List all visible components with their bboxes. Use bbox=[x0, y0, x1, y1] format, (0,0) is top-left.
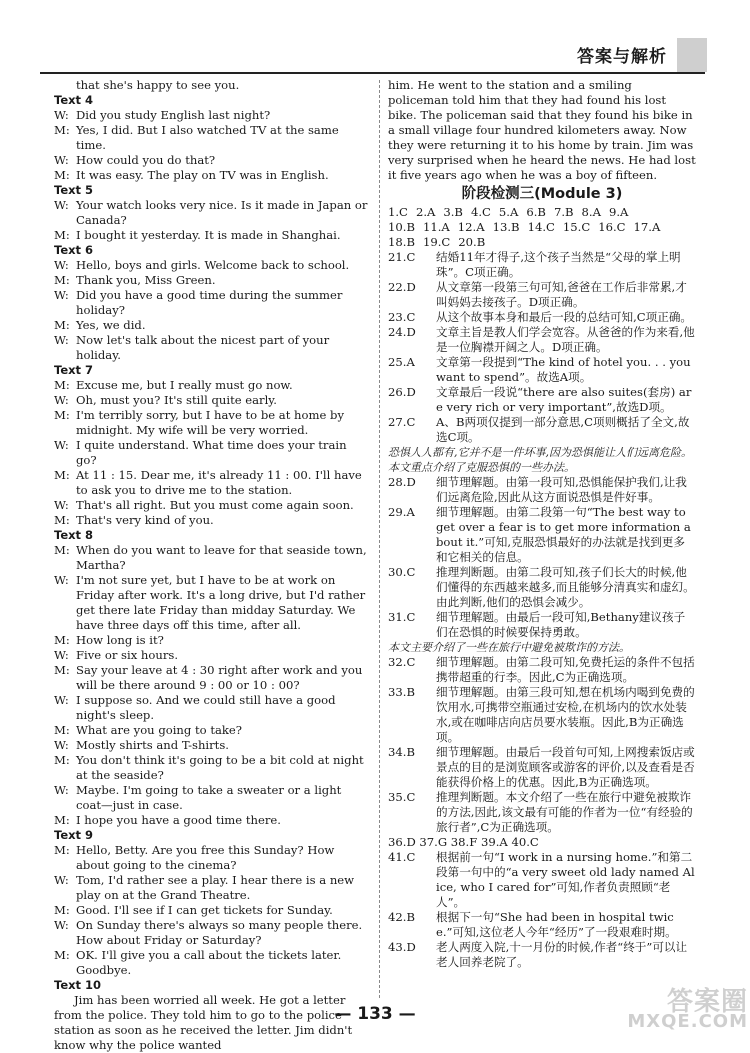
column-divider bbox=[379, 80, 381, 998]
explanation-text: 结婚11年才得子,这个孩子当然是“父母的掌上明珠”。C项正确。 bbox=[436, 250, 681, 279]
page-header bbox=[40, 38, 705, 74]
speaker: W: bbox=[54, 288, 69, 302]
passage-text: Jim has been worried all week. He got a letter from the police. They told him to go to the police station as soon as he received the letter. Jim didn't know why the police wanted bbox=[54, 993, 353, 1052]
speaker: W: bbox=[54, 198, 69, 212]
speaker: M: bbox=[54, 123, 70, 137]
speaker: M: bbox=[54, 408, 70, 422]
dialogue-line bbox=[54, 123, 370, 153]
dialogue-line bbox=[54, 468, 370, 498]
question-answer: 25.A bbox=[388, 355, 415, 369]
watermark-logo bbox=[608, 987, 748, 1032]
answer-item: 1.C bbox=[388, 205, 408, 219]
dialogue-line bbox=[54, 438, 370, 468]
text-heading: Text 5 bbox=[54, 183, 94, 197]
dialogue-line bbox=[54, 318, 370, 333]
speaker: M: bbox=[54, 318, 70, 332]
answer-row bbox=[388, 205, 696, 220]
dialogue-line bbox=[54, 663, 370, 693]
utterance: Yes, we did. bbox=[76, 318, 146, 332]
explanation-item bbox=[388, 415, 696, 445]
dialogue-line bbox=[54, 918, 370, 948]
question-answer: 24.D bbox=[388, 325, 416, 339]
page-number: — 133 — bbox=[334, 1004, 416, 1024]
speaker: M: bbox=[54, 663, 70, 677]
speaker: W: bbox=[54, 153, 69, 167]
utterance: On Sunday there's always so many people there. How about Friday or Saturday? bbox=[76, 918, 363, 947]
utterance: Oh, must you? It's still quite early. bbox=[76, 393, 277, 407]
answer-item: 7.B bbox=[553, 205, 574, 219]
speaker: W: bbox=[54, 738, 69, 752]
dialogue-line bbox=[54, 648, 370, 663]
question-answer: 30.C bbox=[388, 565, 416, 579]
dialogue-line bbox=[54, 723, 370, 738]
question-answer: 22.D bbox=[388, 280, 416, 294]
speaker: W: bbox=[54, 573, 69, 587]
utterance: Yes, I did. But I also watched TV at the same time. bbox=[76, 123, 339, 152]
explanation-text: 从文章第一段第三句可知,爸爸在工作后非常累,才叫妈妈去接孩子。D项正确。 bbox=[436, 280, 687, 309]
explanation-item bbox=[388, 310, 696, 325]
dialogue-line bbox=[54, 693, 370, 723]
dialogue-line bbox=[54, 408, 370, 438]
passage-summary: 恐惧人人都有,它并不是一件坏事,因为恐惧能让人们远离危险。本文重点介绍了克服恐惧的一些办法。 bbox=[388, 446, 692, 474]
speaker: M: bbox=[54, 228, 70, 242]
explanation-item bbox=[388, 505, 696, 565]
right-column bbox=[388, 78, 696, 970]
speaker: W: bbox=[54, 108, 69, 122]
utterance: Five or six hours. bbox=[76, 648, 179, 662]
answer-item: 5.A bbox=[498, 205, 519, 219]
text-heading: Text 10 bbox=[54, 978, 102, 992]
explanation-item bbox=[388, 685, 696, 745]
speaker: W: bbox=[54, 783, 69, 797]
question-answer: 28.D bbox=[388, 475, 416, 489]
explanation-item bbox=[388, 910, 696, 940]
dialogue-line bbox=[54, 108, 370, 123]
speaker: W: bbox=[54, 258, 69, 272]
utterance: When do you want to leave for that seaside town, Martha? bbox=[76, 543, 367, 572]
speaker: W: bbox=[54, 873, 69, 887]
speaker: W: bbox=[54, 648, 69, 662]
explanation-text: 文章最后一段说“there are also suites(套房) are very rich or very important”,故选D项。 bbox=[436, 385, 692, 414]
dialogue-line bbox=[54, 198, 370, 228]
answer-item: 19.C bbox=[422, 235, 451, 249]
question-answer: 29.A bbox=[388, 505, 415, 519]
utterance: I'm not sure yet, but I have to be at work on Friday after work. It's a long drive, but I'd rather get there late Friday than midday Saturday. We have three days off this time, after all. bbox=[76, 573, 366, 632]
dialogue-line bbox=[54, 813, 370, 828]
explanation-item bbox=[388, 250, 696, 280]
explanation-text: 文章第一段提到“The kind of hotel you. . . you want to spend”。故选A项。 bbox=[436, 355, 691, 384]
answer-item: 16.C bbox=[598, 220, 626, 234]
watermark-line1: 答案圈 bbox=[666, 987, 748, 1017]
answer-item: 6.B bbox=[526, 205, 546, 219]
utterance: I hope you have a good time there. bbox=[76, 813, 281, 827]
speaker: M: bbox=[54, 468, 70, 482]
dialogue-line bbox=[54, 783, 370, 813]
utterance: I quite understand. What time does your train go? bbox=[76, 438, 347, 467]
utterance: Tom, I'd rather see a play. I hear there is a new play on at the Grand Theatre. bbox=[76, 873, 355, 902]
dialogue-line bbox=[54, 168, 370, 183]
speaker: M: bbox=[54, 948, 70, 962]
utterance: Did you have a good time during the summer holiday? bbox=[76, 288, 343, 317]
dialogue-line bbox=[54, 333, 370, 363]
dialogue-line bbox=[54, 633, 370, 648]
answer-item: 9.A bbox=[608, 205, 629, 219]
answer-item: 17.A bbox=[633, 220, 661, 234]
header-tab bbox=[677, 38, 707, 72]
dialogue-line bbox=[54, 903, 370, 918]
explanation-text: 细节理解题。由第二段第一句“The best way to get over a fear is to get more information about it.”可知,克服恐惧最好的办法就是找到更多和它相关的信息。 bbox=[436, 505, 691, 564]
utterance: I bought it yesterday. It is made in Shanghai. bbox=[76, 228, 341, 242]
explanation-item bbox=[388, 325, 696, 355]
dialogue-line bbox=[54, 843, 370, 873]
explanation-text: 从这个故事本身和最后一段的总结可知,C项正确。 bbox=[436, 310, 693, 324]
explanation-item bbox=[388, 565, 696, 610]
answer-item: 2.A bbox=[415, 205, 436, 219]
question-answer: 42.B bbox=[388, 910, 415, 924]
header-title: 答案与解析 bbox=[577, 47, 667, 67]
speaker: M: bbox=[54, 723, 70, 737]
answer-item: 8.A bbox=[581, 205, 601, 219]
explanation-text: 文章主旨是教人们学会宽容。从爸爸的作为来看,他是一位胸襟开阔之人。D项正确。 bbox=[436, 325, 695, 354]
explanation-text: 根据前一句“I work in a nursing home.”和第二段第一句中的“a very sweet old lady named Alice, who I cared for”可知,作者负责照顾“老人”。 bbox=[436, 850, 695, 909]
dialogue-line bbox=[54, 543, 370, 573]
speaker: M: bbox=[54, 168, 70, 182]
speaker: W: bbox=[54, 393, 69, 407]
left-column bbox=[54, 78, 370, 1053]
dialogue-line bbox=[54, 273, 370, 288]
question-answer: 21.C bbox=[388, 250, 416, 264]
speaker: M: bbox=[54, 513, 70, 527]
question-answer: 43.D bbox=[388, 940, 416, 954]
explanation-text: 推理判断题。本文介绍了一些在旅行中避免被欺诈的方法,因此,该文最有可能的作者为一位“有经验的旅行者”,C为正确选项。 bbox=[436, 790, 693, 834]
speaker: M: bbox=[54, 843, 70, 857]
question-answer: 31.C bbox=[388, 610, 416, 624]
utterance: Thank you, Miss Green. bbox=[76, 273, 216, 287]
utterance: How could you do that? bbox=[76, 153, 216, 167]
answer-item: 13.B bbox=[492, 220, 520, 234]
utterance: That's all right. But you must come again soon. bbox=[76, 498, 354, 512]
utterance: I suppose so. And we could still have a good night's sleep. bbox=[76, 693, 336, 722]
dialogue-line bbox=[54, 153, 370, 168]
answer-item: 18.B bbox=[388, 235, 415, 249]
answer-item: 14.C bbox=[527, 220, 555, 234]
dialogue-continuation: that she's happy to see you. bbox=[76, 78, 240, 92]
answer-item: 12.A bbox=[457, 220, 485, 234]
utterance: How long is it? bbox=[76, 633, 164, 647]
explanation-text: 细节理解题。由最后一段可知,Bethany建议孩子们在恐惧的时候要保持勇敢。 bbox=[436, 610, 686, 639]
answer-item: 20.B bbox=[458, 235, 486, 249]
explanation-item bbox=[388, 610, 696, 640]
utterance: Hello, boys and girls. Welcome back to school. bbox=[76, 258, 350, 272]
answer-row bbox=[388, 235, 696, 250]
utterance: Hello, Betty. Are you free this Sunday? How about going to the cinema? bbox=[76, 843, 335, 872]
speaker: W: bbox=[54, 438, 69, 452]
explanation-text: 根据下一句“She had been in hospital twice.”可知,这位老人今年“经历”了一段艰难时期。 bbox=[436, 910, 677, 939]
explanation-text: 细节理解题。由第三段可知,想在机场内喝到免费的饮用水,可携带空瓶通过安检,在机场内的饮水处装水,或在咖啡店向店员要水装瓶。因此,B为正确选项。 bbox=[436, 685, 695, 744]
dialogue-line bbox=[54, 498, 370, 513]
dialogue-line bbox=[54, 753, 370, 783]
dialogue-line bbox=[54, 573, 370, 633]
question-answer: 35.C bbox=[388, 790, 416, 804]
answer-item: 10.B bbox=[388, 220, 415, 234]
dialogue-line bbox=[54, 738, 370, 753]
utterance: Say your leave at 4 : 30 right after work and you will be there around 9 : 00 or 10 : 00? bbox=[76, 663, 363, 692]
speaker: M: bbox=[54, 753, 70, 767]
question-answer: 23.C bbox=[388, 310, 416, 324]
dialogue-line bbox=[54, 228, 370, 243]
utterance: Now let's talk about the nicest part of your holiday. bbox=[76, 333, 330, 362]
explanations bbox=[388, 250, 696, 970]
explanation-item bbox=[388, 940, 696, 970]
question-answer: 33.B bbox=[388, 685, 415, 699]
utterance: OK. I'll give you a call about the tickets later. Goodbye. bbox=[76, 948, 342, 977]
speaker: M: bbox=[54, 273, 70, 287]
question-answer: 34.B bbox=[388, 745, 415, 759]
speaker: W: bbox=[54, 918, 69, 932]
answer-item: 4.C bbox=[470, 205, 491, 219]
watermark-line2: MXQE.COM bbox=[627, 1011, 748, 1032]
speaker: M: bbox=[54, 378, 70, 392]
explanation-text: 推理判断题。由第二段可知,孩子们长大的时候,他们懂得的东西越来越多,而且能够分清真实和虚幻。由此判断,他们的恐惧会减少。 bbox=[436, 565, 695, 609]
answer-key bbox=[388, 205, 696, 250]
explanation-item bbox=[388, 280, 696, 310]
question-answer: 27.C bbox=[388, 415, 416, 429]
speaker: M: bbox=[54, 633, 70, 647]
utterance: You don't think it's going to be a bit cold at night at the seaside? bbox=[76, 753, 364, 782]
question-answer: 26.D bbox=[388, 385, 416, 399]
text-heading: Text 6 bbox=[54, 243, 94, 257]
speaker: W: bbox=[54, 333, 69, 347]
utterance: Maybe. I'm going to take a sweater or a light coat—just in case. bbox=[76, 783, 342, 812]
explanation-item bbox=[388, 850, 696, 910]
dialogue-line bbox=[54, 288, 370, 318]
explanation-item bbox=[388, 655, 696, 685]
text10-continuation: him. He went to the station and a smiling policeman told him that they had found his lost bike. The policeman said that they found his bike in a small village four hundred kilometers away. Now they were returning it to his home by train. Jim was very surprised when he heard the news. He had lost it five years ago when he was a boy of fifteen. bbox=[388, 78, 696, 182]
section-title: 阶段检测三(Module 3) bbox=[461, 186, 623, 202]
explanation-text: 老人两度入院,十一月份的时候,作者“终于”可以让老人回养老院了。 bbox=[436, 940, 688, 969]
utterance: I'm terribly sorry, but I have to be at home by midnight. My wife will be very worried. bbox=[76, 408, 344, 437]
speaker: M: bbox=[54, 903, 70, 917]
dialogue-line bbox=[54, 258, 370, 273]
dialogue-line bbox=[54, 378, 370, 393]
text-heading: Text 9 bbox=[54, 828, 94, 842]
explanation-item bbox=[388, 355, 696, 385]
dialogue-line bbox=[54, 393, 370, 408]
explanation-item bbox=[388, 790, 696, 835]
explanation-text: 细节理解题。由最后一段首句可知,上网搜索饭店或景点的目的是浏览顾客或游客的评价,以及查看是否能获得价格上的优惠。因此,B为正确选项。 bbox=[436, 745, 695, 789]
explanation-item bbox=[388, 745, 696, 790]
question-answer: 41.C bbox=[388, 850, 416, 864]
utterance: Good. I'll see if I can get tickets for Sunday. bbox=[76, 903, 333, 917]
explanation-item bbox=[388, 475, 696, 505]
speaker: W: bbox=[54, 693, 69, 707]
answer-row bbox=[388, 220, 696, 235]
text-heading: Text 4 bbox=[54, 93, 94, 107]
text-heading: Text 8 bbox=[54, 528, 94, 542]
explanation-text: 细节理解题。由第二段可知,免费托运的条件不包括携带超重的行李。因此,C为正确选项。 bbox=[436, 655, 695, 684]
dialogue-line bbox=[54, 513, 370, 528]
utterance: That's very kind of you. bbox=[76, 513, 214, 527]
answer-item: 3.B bbox=[443, 205, 463, 219]
explanation-text: A、B两项仅提到一部分意思,C项则概括了全文,故选C项。 bbox=[436, 415, 690, 444]
answer-row: 36.D 37.G 38.F 39.A 40.C bbox=[388, 835, 539, 849]
utterance: It was easy. The play on TV was in English. bbox=[76, 168, 329, 182]
utterance: At 11 : 15. Dear me, it's already 11 : 00. I'll have to ask you to drive me to the station. bbox=[76, 468, 362, 497]
dialogue-line bbox=[54, 948, 370, 978]
utterance: Your watch looks very nice. Is it made in Japan or Canada? bbox=[76, 198, 368, 227]
utterance: Did you study English last night? bbox=[76, 108, 271, 122]
question-answer: 32.C bbox=[388, 655, 416, 669]
speaker: M: bbox=[54, 813, 70, 827]
text-heading: Text 7 bbox=[54, 363, 94, 377]
speaker: W: bbox=[54, 498, 69, 512]
utterance: Excuse me, but I really must go now. bbox=[76, 378, 293, 392]
explanation-item bbox=[388, 385, 696, 415]
explanation-text: 细节理解题。由第一段可知,恐惧能保护我们,让我们远离危险,因此从这方面说恐惧是件好事。 bbox=[436, 475, 687, 504]
utterance: What are you going to take? bbox=[76, 723, 243, 737]
answer-item: 11.A bbox=[422, 220, 450, 234]
passage-summary: 本文主要介绍了一些在旅行中避免被欺诈的方法。 bbox=[388, 641, 630, 654]
dialogue-line bbox=[54, 873, 370, 903]
answer-item: 15.C bbox=[562, 220, 591, 234]
utterance: Mostly shirts and T-shirts. bbox=[76, 738, 229, 752]
speaker: M: bbox=[54, 543, 70, 557]
